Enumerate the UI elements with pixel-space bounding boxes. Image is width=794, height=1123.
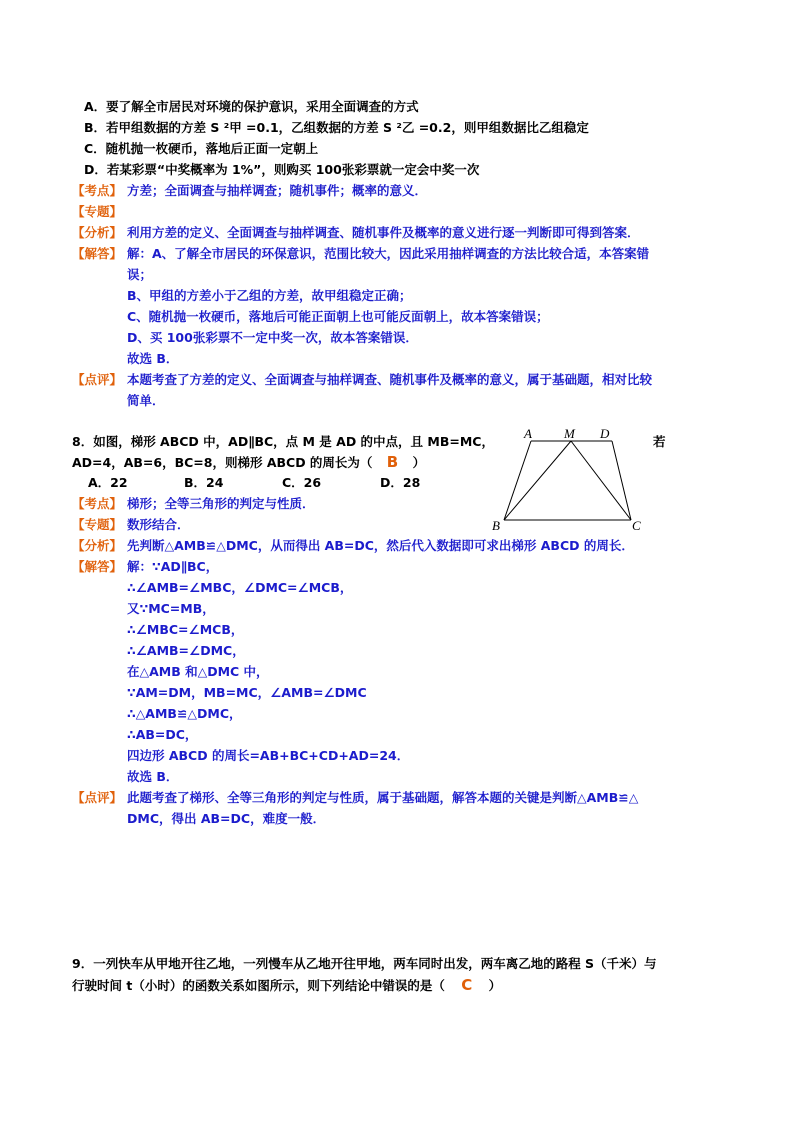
q7-fenxi-tag: 【分析】 xyxy=(72,225,123,240)
segment-ab xyxy=(504,441,531,520)
q8-option-d: D．28 xyxy=(380,475,421,490)
q8-dianping-tag: 【点评】 xyxy=(72,790,123,805)
q8-fenxi-tag: 【分析】 xyxy=(72,538,123,553)
q7-option-c: C．随机抛一枚硬币，落地后正面一定朝上 xyxy=(84,141,319,156)
q7-dianping-line: 简单． xyxy=(127,393,165,408)
q9-answer: C xyxy=(461,976,473,994)
q7-dianping-line: 本题考查了方差的定义、全面调查与抽样调查、随机事件及概率的意义，属于基础题，相对比较 xyxy=(127,372,653,387)
q8-option-b: B．24 xyxy=(184,475,224,490)
q8-jieda-line: 又∵MC=MB， xyxy=(127,601,215,616)
q8-jieda-line: ∴∠AMB=∠DMC， xyxy=(127,643,245,658)
label-m: M xyxy=(564,426,575,441)
q8-stem-ruo: 若 xyxy=(653,434,666,449)
q8-option-c: C．26 xyxy=(282,475,322,490)
q7-option-b: B．若甲组数据的方差 S ²甲 =0.1，乙组数据的方差 S ²乙 =0.2，则甲组数据比乙组稳定 xyxy=(84,120,589,135)
q9-stem-line2 xyxy=(72,977,501,994)
q9-stem-close: ） xyxy=(488,978,502,993)
q7-option-a: A．要了解全市居民对环境的保护意识，采用全面调查的方式 xyxy=(84,99,419,114)
q8-jieda-line: ∴AB=DC， xyxy=(127,727,198,742)
q8-jieda-line: ∵AM=DM，MB=MC，∠AMB=∠DMC xyxy=(127,685,367,700)
q8-jieda-line: ∴∠MBC=∠MCB， xyxy=(127,622,244,637)
q7-jieda-line: D、买 100张彩票不一定中奖一次，故本答案错误． xyxy=(127,330,418,345)
label-d: D xyxy=(600,426,610,441)
q7-jieda-line: 误； xyxy=(127,267,153,282)
label-a: A xyxy=(524,426,532,441)
q7-zhuanti-tag: 【专题】 xyxy=(72,204,123,219)
q8-stem-line2 xyxy=(72,454,425,471)
trapezoid-figure xyxy=(480,422,650,537)
q8-dianping-line: 此题考查了梯形、全等三角形的判定与性质，属于基础题，解答本题的关键是判断△AMB≌△ xyxy=(127,790,639,805)
q9-stem-text: 行驶时间 t（小时）的函数关系如图所示，则下列结论中错误的是（ xyxy=(72,978,445,993)
q7-jieda-line: C、随机抛一枚硬币，落地后可能正面朝上也可能反面朝上，故本答案错误； xyxy=(127,309,549,324)
q7-jieda-line: 故选 B． xyxy=(127,351,179,366)
label-b: B xyxy=(492,518,500,533)
q8-kaodian: 梯形；全等三角形的判定与性质． xyxy=(127,496,315,511)
q8-option-a: A．22 xyxy=(88,475,128,490)
q8-jieda-line: 四边形 ABCD 的周长=AB+BC+CD+AD=24． xyxy=(127,748,410,763)
q9-stem-line1: 9．一列快车从甲地开往乙地，一列慢车从乙地开往甲地，两车同时出发，两车离乙地的路程 S（千米）与 xyxy=(72,956,657,971)
q7-fenxi: 利用方差的定义、全面调查与抽样调查、随机事件及概率的意义进行逐一判断即可得到答案． xyxy=(127,225,640,240)
q7-jieda-tag: 【解答】 xyxy=(72,246,123,261)
q8-jieda-line: 故选 B． xyxy=(127,769,179,784)
q8-jieda-line: 在△AMB 和△DMC 中， xyxy=(127,664,269,679)
q8-stem-close: ） xyxy=(412,455,426,470)
q7-kaodian-tag: 【考点】 xyxy=(72,183,123,198)
q8-jieda-tag: 【解答】 xyxy=(72,559,123,574)
q8-stem-line1: 8．如图，梯形 ABCD 中，AD∥BC，点 M 是 AD 的中点，且 MB=MC， xyxy=(72,434,494,449)
q7-jieda-line: 解：A、了解全市居民的环保意识，范围比较大，因此采用抽样调查的方法比较合适，本答案错 xyxy=(127,246,650,261)
label-c: C xyxy=(632,518,641,533)
q8-jieda-line: 解：∵AD∥BC， xyxy=(127,559,219,574)
q8-zhuanti: 数形结合． xyxy=(127,517,190,532)
q7-dianping-tag: 【点评】 xyxy=(72,372,123,387)
q8-dianping-line: DMC，得出 AB=DC，难度一般． xyxy=(127,811,326,826)
q8-fenxi: 先判断△AMB≌△DMC，从而得出 AB=DC，然后代入数据即可求出梯形 ABCD 的周长． xyxy=(127,538,634,553)
q7-kaodian: 方差；全面调查与抽样调查；随机事件；概率的意义． xyxy=(127,183,428,198)
q7-jieda-line: B、甲组的方差小于乙组的方差，故甲组稳定正确； xyxy=(127,288,412,303)
q8-zhuanti-tag: 【专题】 xyxy=(72,517,123,532)
segment-mb xyxy=(504,441,571,520)
q7-option-d: D．若某彩票“中奖概率为 1%”，则购买 100张彩票就一定会中奖一次 xyxy=(84,162,480,177)
q8-stem-text: AD=4，AB=6，BC=8，则梯形 ABCD 的周长为（ xyxy=(72,455,373,470)
q8-jieda-line: ∴△AMB≌△DMC， xyxy=(127,706,242,721)
q8-jieda-line: ∴∠AMB=∠MBC，∠DMC=∠MCB， xyxy=(127,580,353,595)
q8-answer: B xyxy=(386,453,399,471)
q8-kaodian-tag: 【考点】 xyxy=(72,496,123,511)
